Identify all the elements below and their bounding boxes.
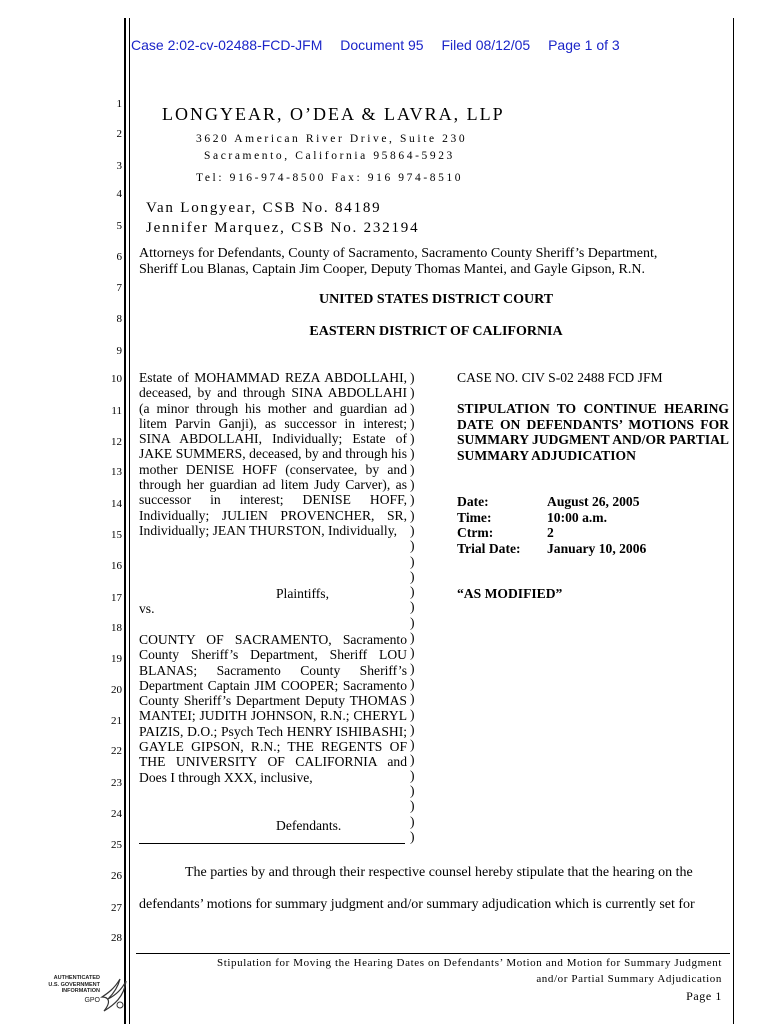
firm-address-1: 3620 American River Drive, Suite 230 bbox=[196, 133, 468, 145]
caption-paren: ) bbox=[410, 645, 415, 661]
gpo-line-1: AUTHENTICATED bbox=[53, 975, 100, 981]
hearing-time-row bbox=[457, 510, 646, 526]
caption-paren: ) bbox=[410, 477, 415, 493]
line-number: 17 bbox=[111, 592, 122, 604]
court-district: EASTERN DISTRICT OF CALIFORNIA bbox=[309, 324, 563, 339]
line-number: 26 bbox=[111, 870, 122, 882]
stamp-filed: Filed 08/12/05 bbox=[441, 37, 531, 53]
gpo-eagle-icon bbox=[100, 975, 130, 1015]
margin-rule-outer bbox=[124, 18, 126, 1024]
court-name: UNITED STATES DISTRICT COURT bbox=[318, 292, 554, 307]
vs-label: vs. bbox=[139, 601, 155, 616]
attorneys-for-line-2: Sheriff Lou Blanas, Captain Jim Cooper, Deputy Thomas Mantei, and Gayle Gipson, R.N. bbox=[139, 262, 645, 277]
hearing-time-label: Time: bbox=[457, 509, 492, 525]
footer-line-1: Stipulation for Moving the Hearing Dates on Defendants’ Motion and Motion for Summary Judgment bbox=[217, 957, 722, 969]
caption-paren: ) bbox=[410, 584, 415, 600]
line-number: 20 bbox=[111, 684, 122, 696]
caption-paren: ) bbox=[410, 538, 415, 554]
caption-paren: ) bbox=[410, 798, 415, 814]
caption-paren: ) bbox=[410, 522, 415, 538]
caption-paren: ) bbox=[410, 614, 415, 630]
caption-paren: ) bbox=[410, 415, 415, 431]
hearing-ctrm-row bbox=[457, 525, 646, 541]
line-number: 25 bbox=[111, 839, 122, 851]
margin-rule-inner bbox=[129, 18, 130, 1024]
attorneys-for-line-1: Attorneys for Defendants, County of Sacramento, Sacramento County Sheriff’s Department, bbox=[139, 246, 658, 261]
caption-paren: ) bbox=[410, 400, 415, 416]
line-number: 1 bbox=[116, 98, 122, 110]
line-number: 13 bbox=[111, 466, 122, 478]
caption-paren: ) bbox=[410, 767, 415, 783]
caption-paren: ) bbox=[410, 431, 415, 447]
margin-rule-right bbox=[733, 18, 734, 1024]
caption-paren: ) bbox=[410, 370, 415, 385]
line-number: 8 bbox=[116, 313, 122, 325]
line-number: 6 bbox=[116, 251, 122, 263]
gpo-authenticated-logo bbox=[38, 975, 133, 1015]
hearing-date-value: August 26, 2005 bbox=[547, 494, 640, 509]
caption-paren: ) bbox=[410, 675, 415, 691]
stamp-page: Page 1 of 3 bbox=[548, 37, 620, 53]
case-number: CASE NO. CIV S-02 2488 FCD JFM bbox=[457, 370, 663, 385]
caption-paren: ) bbox=[410, 568, 415, 584]
hearing-date-row bbox=[457, 494, 646, 510]
caption-paren: ) bbox=[410, 599, 415, 615]
line-number: 16 bbox=[111, 560, 122, 572]
line-number: 14 bbox=[111, 498, 122, 510]
line-number: 18 bbox=[111, 622, 122, 634]
gpo-line-2: U.S. GOVERNMENT bbox=[48, 981, 100, 988]
line-number: 3 bbox=[116, 160, 122, 172]
line-number: 27 bbox=[111, 902, 122, 914]
caption-paren: ) bbox=[410, 507, 415, 523]
hearing-ctrm-value: 2 bbox=[547, 525, 554, 540]
caption-paren: ) bbox=[410, 446, 415, 462]
trial-date-value: January 10, 2006 bbox=[547, 540, 647, 556]
gpo-line-3: INFORMATION bbox=[61, 988, 100, 994]
hearing-ctrm-label: Ctrm: bbox=[457, 525, 494, 540]
caption-paren: ) bbox=[410, 783, 415, 799]
firm-address-2: Sacramento, California 95864-5923 bbox=[204, 150, 455, 162]
hearing-time-value: 10:00 a.m. bbox=[547, 509, 608, 525]
hearing-info bbox=[457, 494, 646, 556]
gpo-mark: GPO bbox=[84, 996, 100, 1004]
caption-paren: ) bbox=[410, 385, 415, 401]
caption-paren: ) bbox=[410, 691, 415, 707]
line-number: 28 bbox=[111, 932, 122, 944]
caption-paren: ) bbox=[410, 553, 415, 569]
as-modified-label: “AS MODIFIED” bbox=[457, 586, 563, 601]
line-number: 2 bbox=[116, 128, 122, 140]
stamp-document: Document 95 bbox=[340, 37, 424, 53]
footer-page: Page 1 bbox=[686, 989, 722, 1003]
defendants-label: Defendants. bbox=[276, 818, 342, 833]
trial-date-label: Trial Date: bbox=[457, 540, 521, 556]
line-number: 21 bbox=[111, 715, 122, 727]
caption-defendants bbox=[139, 632, 407, 785]
line-number: 11 bbox=[111, 405, 122, 417]
caption-plaintiffs bbox=[139, 370, 407, 538]
line-number: 7 bbox=[116, 282, 122, 294]
caption-paren: ) bbox=[410, 813, 415, 829]
caption-paren: ) bbox=[410, 706, 415, 722]
firm-name: LONGYEAR, O’DEA & LAVRA, LLP bbox=[162, 104, 505, 124]
line-number: 23 bbox=[111, 777, 122, 789]
line-number: 9 bbox=[116, 345, 122, 357]
line-number: 4 bbox=[116, 188, 122, 200]
caption-paren: ) bbox=[410, 461, 415, 477]
line-number: 15 bbox=[111, 529, 122, 541]
defendants-text: COUNTY OF SACRAMENTO, Sacramento County Sheriff’s Department, Sheriff LOU BLANAS; Sacramento County Sheriff’s Department Captain JIM COOPER; Sacramento County Sheriff’s Department Deputy THOMAS MANTEI; JUDITH JOHNSON, R.N.; CHERYL PAIZIS, D.O.; Psych Tech HENRY ISHIBASHI; GAYLE GIPSON, R.N.; THE REGENTS OF THE UNIVERSITY OF CALIFORNIA and Does I through XXX, inclusive, bbox=[139, 632, 407, 785]
caption-paren: ) bbox=[410, 630, 415, 646]
body-line-2: defendants’ motions for summary judgment and/or summary adjudication which is currently set for bbox=[139, 897, 695, 912]
footer-line-2: and/or Partial Summary Adjudication bbox=[536, 973, 722, 985]
line-number: 5 bbox=[116, 220, 122, 232]
attorney-2: Jennifer Marquez, CSB No. 232194 bbox=[146, 220, 420, 236]
attorney-1: Van Longyear, CSB No. 84189 bbox=[146, 200, 382, 216]
filing-stamp bbox=[131, 37, 634, 53]
plaintiffs-label: Plaintiffs, bbox=[276, 586, 329, 601]
document-title: STIPULATION TO CONTINUE HEARING DATE ON DEFENDANTS’ MOTIONS FOR SUMMARY JUDGMENT AND/OR PARTIAL SUMMARY ADJUDICATION bbox=[457, 401, 729, 463]
firm-phone: Tel: 916-974-8500 Fax: 916 974-8510 bbox=[196, 172, 464, 184]
caption-paren: ) bbox=[410, 721, 415, 737]
footer-rule bbox=[136, 953, 730, 954]
plaintiffs-text: Estate of MOHAMMAD REZA ABDOLLAHI, deceased, by and through SINA ABDOLLAHI (a minor through his mother and guardian ad litem Parvin Ganji), as successor in interest; SINA ABDOLLAHI, Individually; Estate of JAKE SUMMERS, deceased, by and through his mother DENISE HOFF (conservatee, by and through her guardian ad litem Judy Carver), as successor in interest; DENISE HOFF, Individually; JULIEN PROVENCHER, SR, Individually; JEAN THURSTON, Individually, bbox=[139, 370, 407, 538]
caption-underline bbox=[139, 843, 405, 844]
caption-parens bbox=[410, 370, 415, 844]
body-line-1: The parties by and through their respective counsel hereby stipulate that the hearing on the bbox=[185, 865, 693, 880]
caption-paren: ) bbox=[410, 752, 415, 768]
line-number: 22 bbox=[111, 745, 122, 757]
trial-date-row bbox=[457, 541, 646, 557]
line-number: 24 bbox=[111, 808, 122, 820]
line-number: 12 bbox=[111, 436, 122, 448]
hearing-date-label: Date: bbox=[457, 494, 489, 509]
line-number: 10 bbox=[111, 373, 122, 385]
caption-paren: ) bbox=[410, 492, 415, 508]
caption-paren: ) bbox=[410, 737, 415, 753]
caption-paren: ) bbox=[410, 828, 415, 844]
stamp-case: Case 2:02-cv-02488-FCD-JFM bbox=[131, 37, 323, 53]
line-number: 19 bbox=[111, 653, 122, 665]
caption-paren: ) bbox=[410, 660, 415, 676]
